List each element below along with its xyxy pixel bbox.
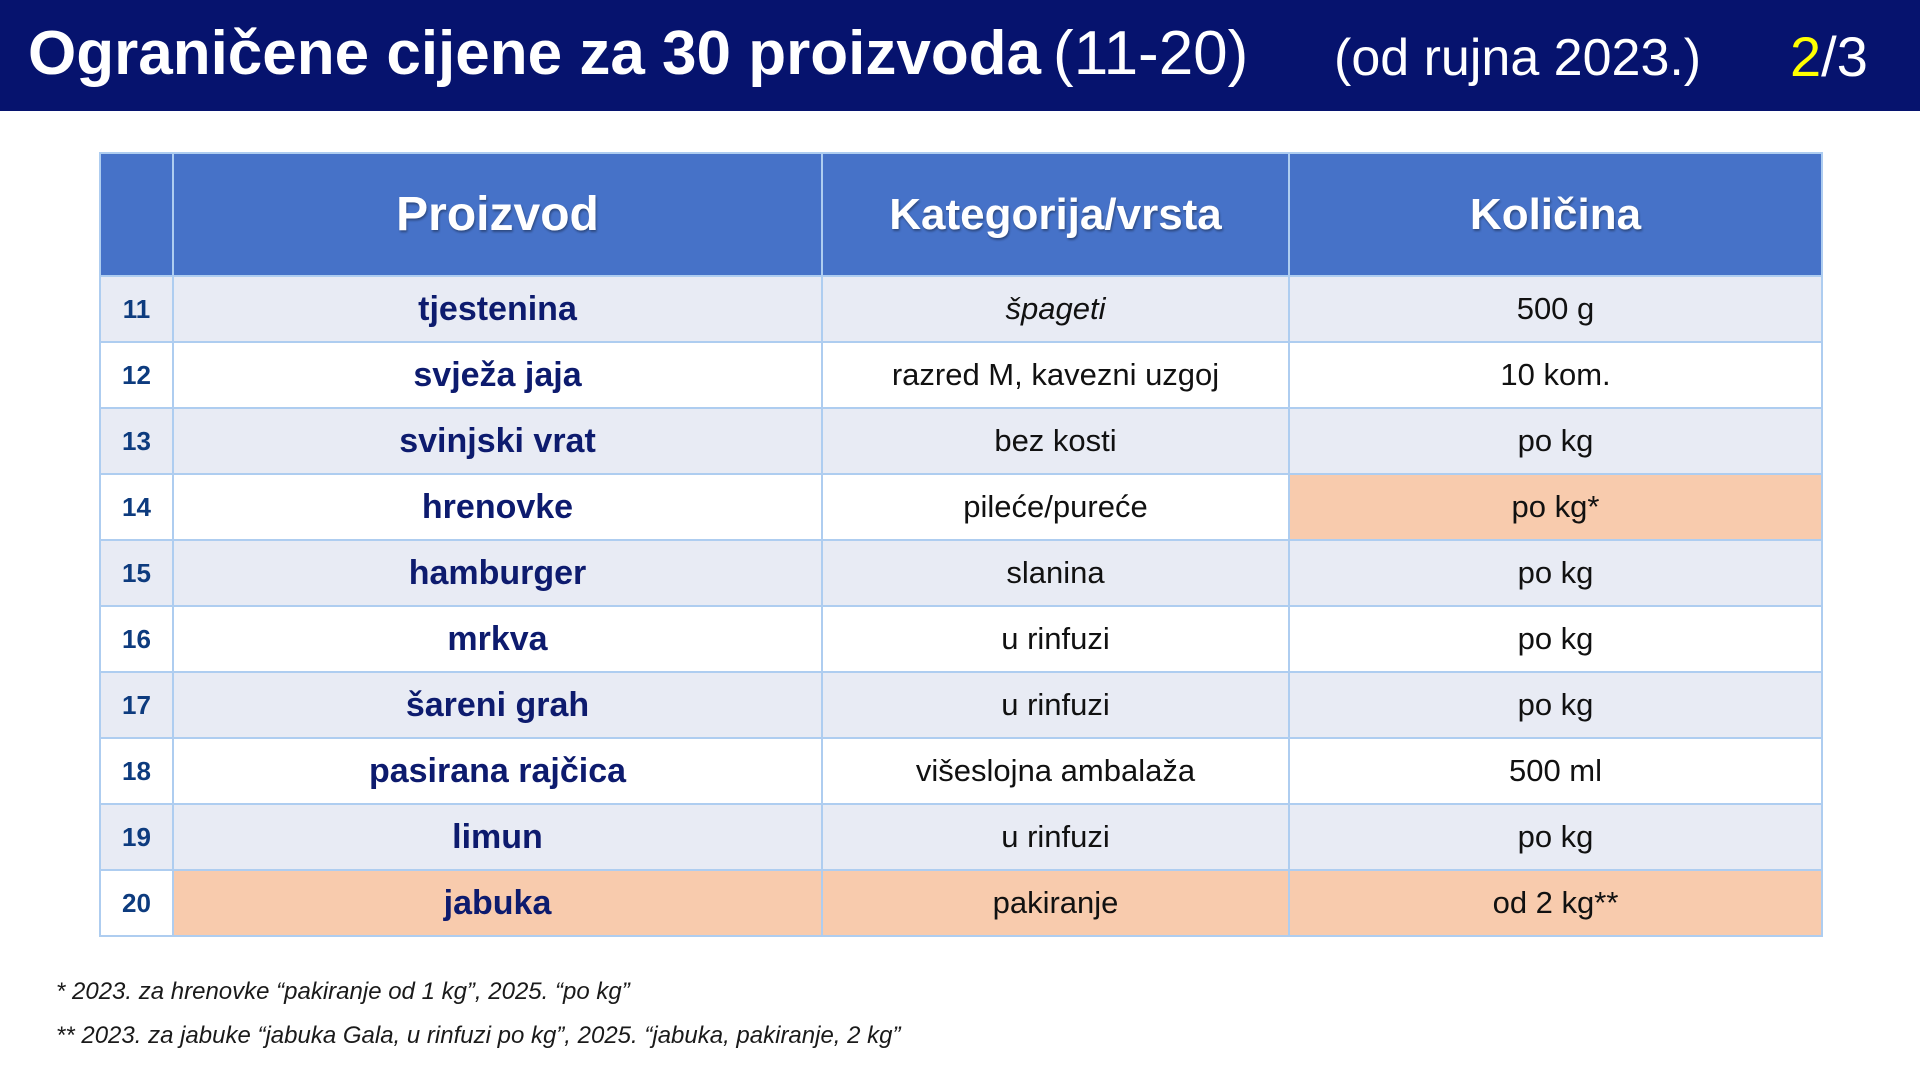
column-header-number (100, 153, 173, 276)
price-table (99, 152, 1823, 937)
product-cell-highlighted: jabuka (173, 870, 822, 936)
row-number: 14 (100, 474, 173, 540)
table-row (100, 804, 1822, 870)
product-cell: svinjski vrat (173, 408, 822, 474)
table-row (100, 342, 1822, 408)
quantity-cell: po kg (1289, 606, 1822, 672)
column-header-category: Kategorija/vrsta (822, 153, 1289, 276)
title-range: (11-20) (1053, 19, 1249, 88)
category-cell: višeslojna ambalaža (822, 738, 1289, 804)
column-header-product: Proizvod (173, 153, 822, 276)
row-number: 20 (100, 870, 173, 936)
row-number: 13 (100, 408, 173, 474)
table-row (100, 540, 1822, 606)
category-cell: slanina (822, 540, 1289, 606)
quantity-cell: 500 ml (1289, 738, 1822, 804)
table-row (100, 738, 1822, 804)
footnote-jabuke: ** 2023. za jabuke “jabuka Gala, u rinfuzi po kg”, 2025. “jabuka, pakiranje, 2 kg” (56, 1022, 901, 1049)
product-cell: mrkva (173, 606, 822, 672)
title-text: Ograničene cijene za 30 proizvoda (28, 19, 1042, 88)
column-header-quantity: Količina (1289, 153, 1822, 276)
quantity-cell: po kg (1289, 672, 1822, 738)
quantity-cell: po kg (1289, 540, 1822, 606)
product-cell: pasirana rajčica (173, 738, 822, 804)
quantity-cell: po kg (1289, 408, 1822, 474)
page-title (28, 18, 1248, 90)
table-row (100, 870, 1822, 936)
table-row (100, 672, 1822, 738)
footnote-hrenovke: * 2023. za hrenovke “pakiranje od 1 kg”, 2025. “po kg” (56, 978, 630, 1005)
row-number: 15 (100, 540, 173, 606)
row-number: 18 (100, 738, 173, 804)
category-cell: pileće/pureće (822, 474, 1289, 540)
page-current: 2 (1790, 25, 1822, 88)
category-cell-highlighted: pakiranje (822, 870, 1289, 936)
quantity-cell: po kg (1289, 804, 1822, 870)
row-number: 12 (100, 342, 173, 408)
category-cell: u rinfuzi (822, 672, 1289, 738)
row-number: 11 (100, 276, 173, 342)
table-header-row (100, 153, 1822, 276)
product-cell: tjestenina (173, 276, 822, 342)
table-row (100, 408, 1822, 474)
row-number: 17 (100, 672, 173, 738)
page-total: /3 (1821, 25, 1868, 88)
quantity-cell-highlighted: po kg* (1289, 474, 1822, 540)
page-indicator (1790, 23, 1868, 91)
row-number: 16 (100, 606, 173, 672)
table-row (100, 606, 1822, 672)
category-cell: bez kosti (822, 408, 1289, 474)
table-row (100, 474, 1822, 540)
table-row (100, 276, 1822, 342)
quantity-cell: 10 kom. (1289, 342, 1822, 408)
quantity-cell-highlighted: od 2 kg** (1289, 870, 1822, 936)
category-cell: špageti (822, 276, 1289, 342)
product-cell: šareni grah (173, 672, 822, 738)
product-cell: hrenovke (173, 474, 822, 540)
product-cell: hamburger (173, 540, 822, 606)
category-cell: u rinfuzi (822, 804, 1289, 870)
category-cell: razred M, kavezni uzgoj (822, 342, 1289, 408)
category-cell: u rinfuzi (822, 606, 1289, 672)
product-cell: svježa jaja (173, 342, 822, 408)
row-number: 19 (100, 804, 173, 870)
title-date: (od rujna 2023.) (1334, 29, 1702, 87)
quantity-cell: 500 g (1289, 276, 1822, 342)
header-bar (0, 0, 1920, 111)
product-cell: limun (173, 804, 822, 870)
